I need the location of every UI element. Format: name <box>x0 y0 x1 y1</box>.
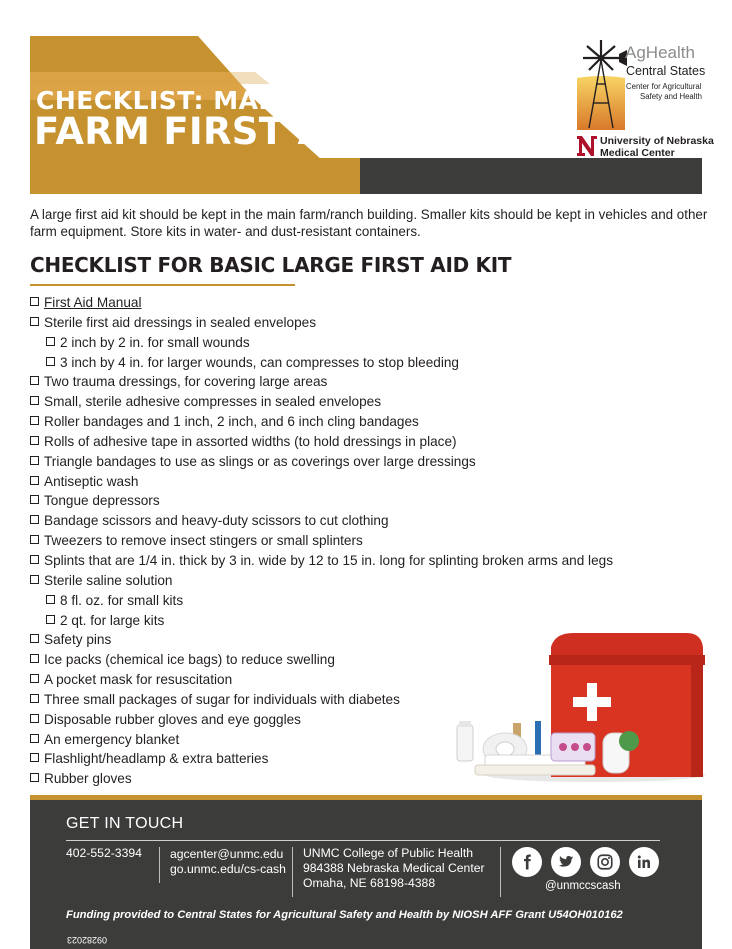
checklist-item[interactable] <box>30 432 710 452</box>
checkbox[interactable] <box>30 416 39 425</box>
checklist-item[interactable] <box>30 491 710 511</box>
checklist-subitem[interactable] <box>30 591 710 611</box>
checklist-item-label: Sterile saline solution <box>44 572 173 588</box>
footer-vertical-divider <box>159 847 160 883</box>
checklist-item[interactable] <box>30 511 710 531</box>
checklist-item-label: First Aid Manual <box>44 295 142 310</box>
checkbox[interactable] <box>30 773 39 782</box>
checklist-item-label: Splints that are 1/4 in. thick by 3 in. wide by 12 to 15 in. long for splinting broken arms and legs <box>44 552 613 568</box>
checkbox[interactable] <box>30 436 39 445</box>
windmill-logo-icon <box>575 38 627 130</box>
checklist-item-label: A pocket mask for resuscitation <box>44 672 233 688</box>
unmc-line-2: Medical Center <box>600 147 675 159</box>
central-states-text: Central States <box>626 64 706 78</box>
checkbox[interactable] <box>30 376 39 385</box>
instagram-icon[interactable] <box>590 847 620 877</box>
checkbox[interactable] <box>30 476 39 485</box>
checkbox[interactable] <box>30 634 39 643</box>
heading-underline <box>30 284 295 286</box>
checklist-item-label: Two trauma dressings, for covering large areas <box>44 374 328 390</box>
aghealth-part-1: Ag <box>625 43 646 62</box>
center-line-2: Safety and Health <box>640 92 702 101</box>
checklist-item-label: 2 qt. for large kits <box>60 612 165 628</box>
address-line-2: 984388 Nebraska Medical Center <box>303 861 485 875</box>
checkbox[interactable] <box>30 396 39 405</box>
checklist-item[interactable] <box>30 372 710 392</box>
checkbox[interactable] <box>30 694 39 703</box>
checklist-item-label: Tweezers to remove insect stingers or small splinters <box>44 533 363 549</box>
checkbox[interactable] <box>30 535 39 544</box>
address-line-1: UNMC College of Public Health <box>303 846 474 860</box>
email-link[interactable]: agcenter@unmc.edu <box>170 847 284 861</box>
checklist-item[interactable] <box>30 452 710 472</box>
checklist-item[interactable] <box>30 531 710 551</box>
checklist-item-label: An emergency blanket <box>44 731 180 747</box>
checklist-item-label: Bandage scissors and heavy-duty scissors to cut clothing <box>44 513 389 529</box>
checkbox[interactable] <box>46 357 55 366</box>
checklist-item-label: Roller bandages and 1 inch, 2 inch, and 6 inch cling bandages <box>44 414 419 430</box>
phone-number[interactable]: 402-552-3394 <box>66 846 142 860</box>
funding-statement: Funding provided to Central States for Agricultural Safety and Health by NIOSH AFF Grant U54OH010162 <box>66 909 623 921</box>
linkedin-icon[interactable] <box>629 847 659 877</box>
address-line-3: Omaha, NE 68198-4388 <box>303 876 436 890</box>
footer-vertical-divider <box>292 847 293 897</box>
checkbox[interactable] <box>30 753 39 762</box>
checklist-item[interactable] <box>30 293 710 313</box>
title-line-1: CHECKLIST: MAKE YOUR OWN <box>36 86 466 115</box>
checkbox[interactable] <box>30 317 39 326</box>
checklist-subitem[interactable] <box>30 353 710 373</box>
checkbox[interactable] <box>30 515 39 524</box>
checklist-item-label: Triangle bandages to use as slings or as coverings over large dressings <box>44 453 476 469</box>
checkbox[interactable] <box>30 714 39 723</box>
first-aid-kit-illustration <box>455 625 705 785</box>
footer-divider <box>66 840 660 841</box>
center-line-1: Center for Agricultural <box>626 82 702 91</box>
aghealth-part-2: Health <box>645 43 695 62</box>
checklist-item-label: Flashlight/headlamp & extra batteries <box>44 751 269 767</box>
checklist-item-label: Rolls of adhesive tape in assorted widths (to hold dressings in place) <box>44 433 457 449</box>
checkbox[interactable] <box>30 495 39 504</box>
checkbox[interactable] <box>30 297 39 306</box>
checklist-item-label: Antiseptic wash <box>44 473 139 489</box>
checklist-item-label: Tongue depressors <box>44 493 160 509</box>
twitter-icon[interactable] <box>551 847 581 877</box>
checklist-item-label: Small, sterile adhesive compresses in sealed envelopes <box>44 394 381 410</box>
checkbox[interactable] <box>30 456 39 465</box>
facebook-icon[interactable] <box>512 847 542 877</box>
checklist-item[interactable] <box>30 551 710 571</box>
intro-paragraph: A large first aid kit should be kept in the main farm/ranch building. Smaller kits should be kept in vehicles and other farm equipment. Store kits in water- and dust-resistant containers. <box>30 207 708 239</box>
checklist-item-label: 8 fl. oz. for small kits <box>60 592 184 608</box>
checkbox[interactable] <box>46 615 55 624</box>
checklist-item-label: Three small packages of sugar for individuals with diabetes <box>44 691 400 707</box>
checklist-item[interactable] <box>30 472 710 492</box>
checkbox[interactable] <box>30 555 39 564</box>
get-in-touch-heading: GET IN TOUCH <box>66 815 184 832</box>
checkbox[interactable] <box>30 674 39 683</box>
checkbox[interactable] <box>30 575 39 584</box>
checkbox[interactable] <box>30 734 39 743</box>
footer-vertical-divider <box>500 847 501 897</box>
checklist-item-label: Rubber gloves <box>44 771 132 787</box>
checklist-item-label: 3 inch by 4 in. for larger wounds, can compresses to stop bleeding <box>60 354 459 370</box>
unmc-line-1: University of Nebraska <box>600 135 714 147</box>
website-link[interactable]: go.unmc.edu/cs-cash <box>170 862 286 876</box>
checklist-item-label: Ice packs (chemical ice bags) to reduce swelling <box>44 652 335 668</box>
checklist-item[interactable] <box>30 412 710 432</box>
checklist-item-label: 2 inch by 2 in. for small wounds <box>60 334 250 350</box>
title-line-2: FARM FIRST AID KIT <box>34 110 454 153</box>
checklist-item-label: Sterile first aid dressings in sealed envelopes <box>44 314 317 330</box>
checklist-item[interactable] <box>30 392 710 412</box>
aghealth-logo-text <box>625 43 695 63</box>
unmc-n-logo-icon <box>576 134 598 158</box>
checkbox[interactable] <box>30 654 39 663</box>
checklist-item-label: Disposable rubber gloves and eye goggles <box>44 711 301 727</box>
document-code: 09282023 <box>67 935 108 945</box>
checklist-item[interactable] <box>30 313 710 333</box>
checkbox[interactable] <box>46 337 55 346</box>
checkbox[interactable] <box>46 595 55 604</box>
checklist-item[interactable] <box>30 571 710 591</box>
section-heading: CHECKLIST FOR BASIC LARGE FIRST AID KIT <box>30 253 512 277</box>
checklist-subitem[interactable] <box>30 333 710 353</box>
checklist-item-label: Safety pins <box>44 632 112 648</box>
social-handle[interactable]: @unmccscash <box>545 880 621 892</box>
